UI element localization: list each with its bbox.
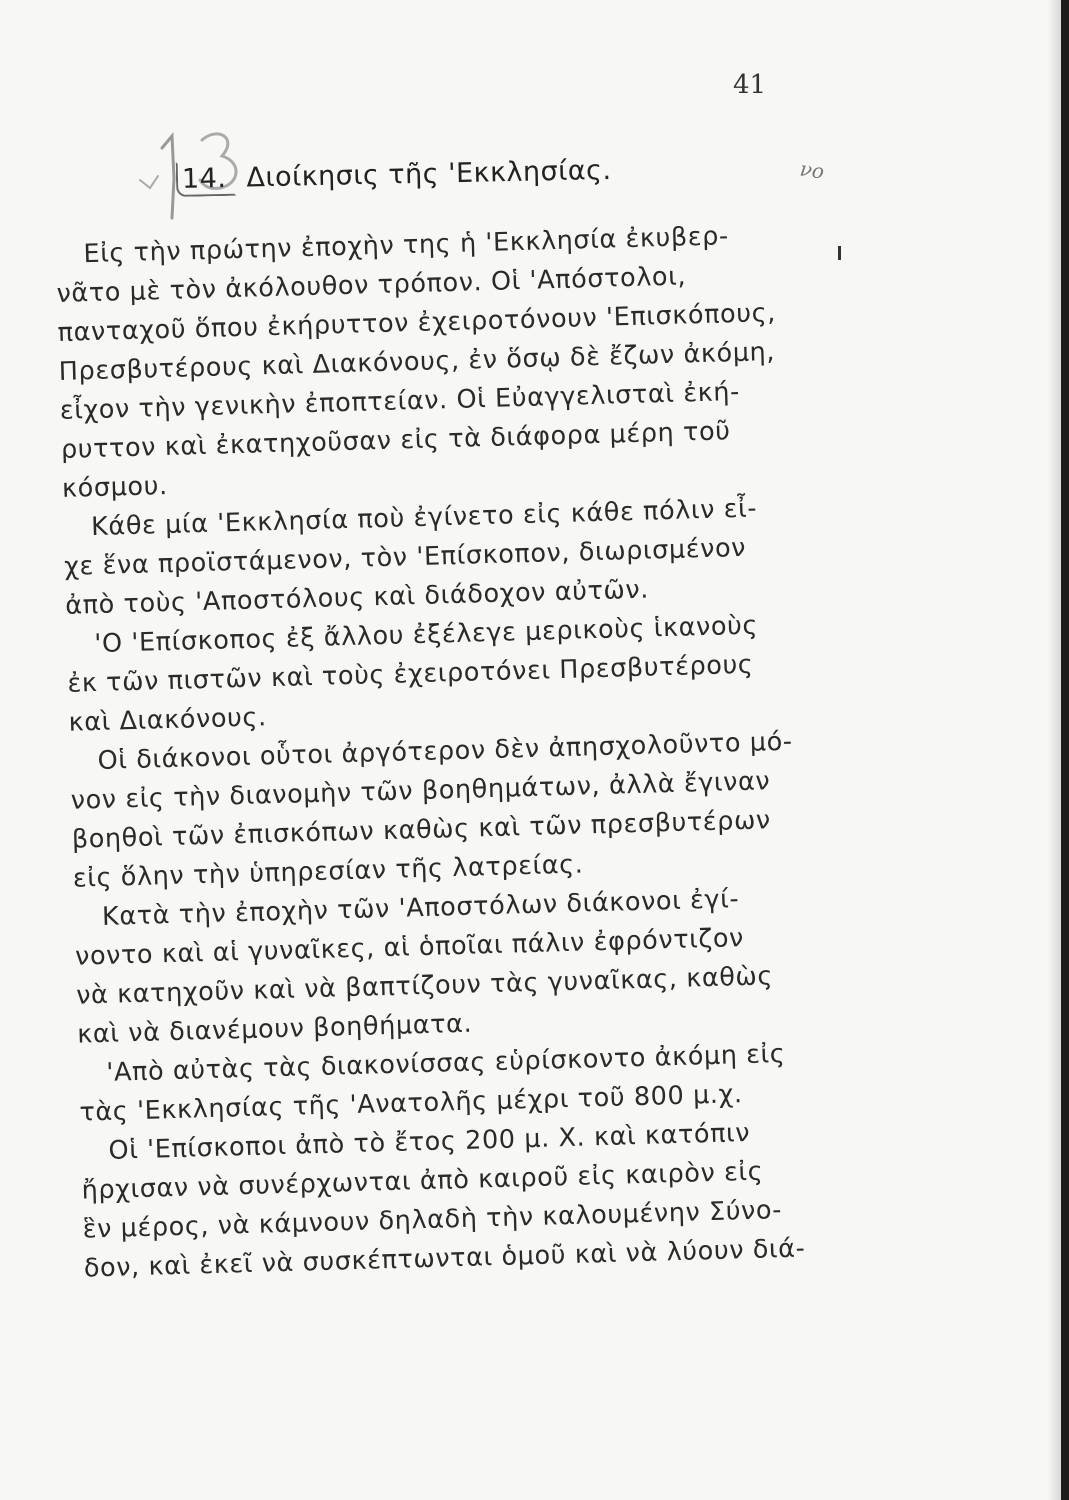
text-line: εἰς ὅλην τὴν ὑπηρεσίαν τῆς λατρείας. <box>72 849 584 894</box>
section-number: 14. <box>176 161 237 197</box>
text-line: 'Απὸ αὐτὰς τὰς διακονίσσας εὑρίσκοντο ἀκόμη εἰς <box>105 1038 786 1088</box>
page-edge-shadow <box>1047 0 1061 1500</box>
page-edge <box>1061 0 1069 1500</box>
text-line: 'Ο 'Επίσκοπος ἐξ ἄλλου ἐξέλεγε μερικοὺς ἱκανοὺς <box>93 610 759 660</box>
section-title: Διοίκησις τῆς 'Εκκλησίας. <box>246 154 612 194</box>
text-line: Εἰς τὴν πρώτην ἐποχὴν της ἡ 'Εκκλησία ἐκυβερ- <box>83 221 730 270</box>
text-line: Κάθε μία 'Εκκλησία ποὺ ἐγίνετο εἰς κάθε πόλιν εἶ- <box>90 493 758 543</box>
text-line: ἐκ τῶν πιστῶν καὶ τοὺς ἐχειροτόνει Πρεσβυτέρους <box>67 649 754 699</box>
text-line: εἶχον τὴν γενικὴν ἐποπτείαν. Οἱ Εὐαγγελισταὶ ἐκή- <box>59 376 741 426</box>
text-line: δον, καὶ ἐκεῖ νὰ συσκέπτωνται ὁμοῦ καὶ νὰ λύουν διά- <box>83 1233 806 1284</box>
text-line: νὰ κατηχοῦν καὶ νὰ βαπτίζουν τὰς γυναῖκας, καθὼς <box>75 961 774 1011</box>
text-line: τὰς 'Εκκλησίας τῆς 'Ανατολῆς μέχρι τοῦ 800 μ.χ. <box>79 1079 743 1128</box>
page-number: 41 <box>733 70 767 100</box>
body-text <box>55 214 884 1289</box>
text-line: ἓν μέρος, νὰ κάμνουν δηλαδὴ τὴν καλουμένην Σύνο- <box>82 1195 783 1245</box>
text-line: χε ἕνα προϊστάμενον, τὸν 'Επίσκοπον, διωρισμένον <box>63 532 747 582</box>
text-line: καὶ νὰ διανέμουν βοηθήματα. <box>76 1008 473 1050</box>
text-line: καὶ Διακόνους. <box>68 702 268 738</box>
text-line: κόσμου. <box>61 470 169 504</box>
text-line: νον εἰς τὴν διανομὴν τῶν βοηθημάτων, ἀλλὰ ἔγιναν <box>70 766 771 816</box>
text-line: νᾶτο μὲ τὸν ἀκόλουθον τρόπον. Οἱ 'Απόστολοι, <box>56 261 687 309</box>
text-line: Κατὰ τὴν ἐποχὴν τῶν 'Αποστόλων διάκονοι ἐγί- <box>101 884 740 932</box>
handwritten-margin-note: νο <box>798 156 826 184</box>
text-line: Οἱ διάκονοι οὗτοι ἀργότερον δὲν ἀπησχολοῦντο μό- <box>97 726 794 777</box>
text-line: Πρεσβυτέρους καὶ Διακόνους, ἐν ὅσῳ δὲ ἔζων ἀκόμη, <box>58 336 776 387</box>
text-line: βοηθοὶ τῶν ἐπισκόπων καθὼς καὶ τῶν πρεσβυτέρων <box>71 805 772 855</box>
text-line: νοντο καὶ αἱ γυναῖκες, αἱ ὁποῖαι πάλιν ἐφρόντιζον <box>74 923 745 972</box>
text-line: ἤρχισαν νὰ συνέρχωνται ἀπὸ καιροῦ εἰς καιρὸν εἰς <box>81 1156 764 1206</box>
text-line: πανταχοῦ ὅπου ἐκήρυττον ἐχειροτόνουν 'Επισκόπους, <box>57 297 777 348</box>
text-line: ἀπὸ τοὺς 'Αποστόλους καὶ διάδοχον αὐτῶν. <box>64 574 650 621</box>
text-line: Οἱ 'Επίσκοποι ἀπὸ τὸ ἔτος 200 μ. Χ. καὶ κατόπιν <box>108 1117 751 1166</box>
text-line: ρυττον καὶ ἐκατηχοῦσαν εἰς τὰ διάφορα μέρη τοῦ <box>60 416 731 465</box>
